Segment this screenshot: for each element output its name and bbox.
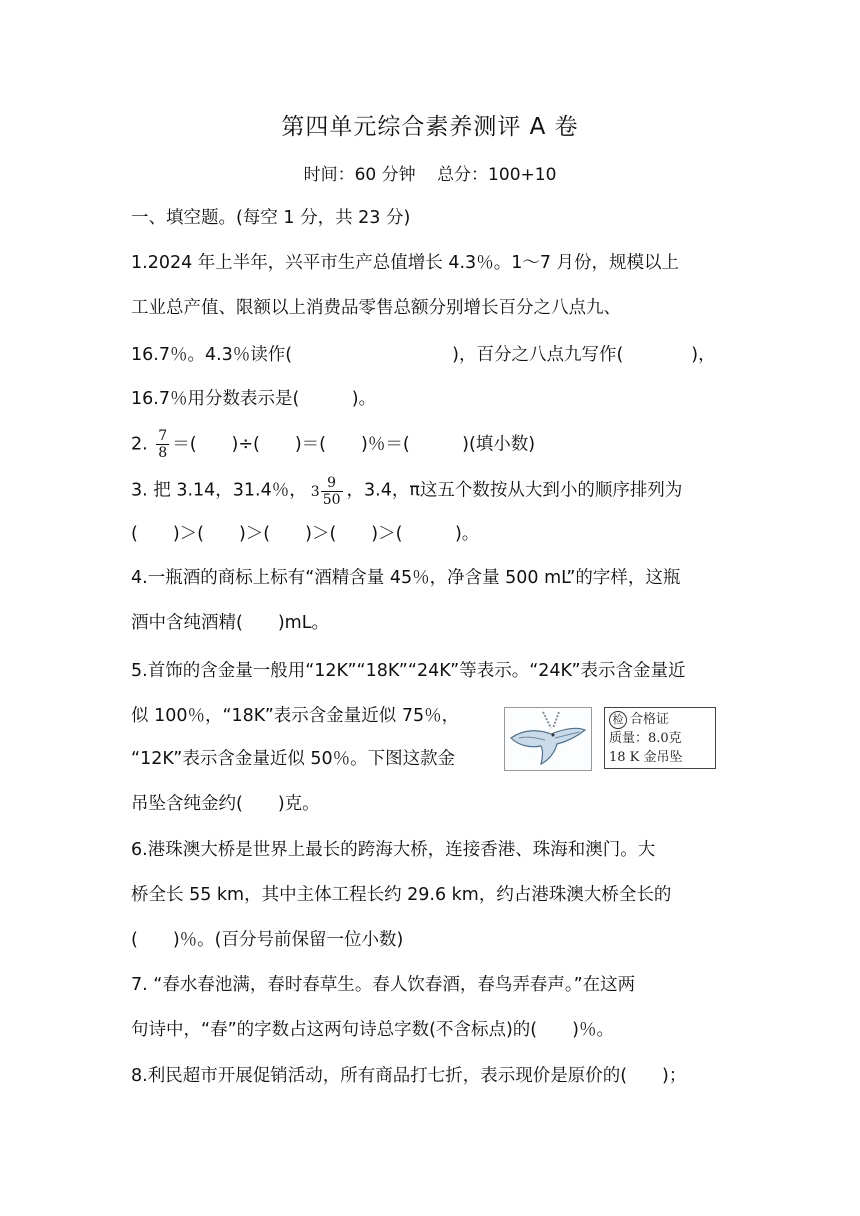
q5-line4: 吊坠含纯金约( )克。 xyxy=(131,794,320,814)
eagle-pendant-image xyxy=(504,707,592,771)
q6-line2: 桥全长 55 km，其中主体工程长约 29.6 km，约占港珠澳大桥全长的 xyxy=(131,885,672,905)
q1-line3: 16.7％。4.3％读作( )，百分之八点九写作( )， xyxy=(131,345,716,365)
q5-line2: 似 100％，“18K”表示含金量近似 75％， xyxy=(131,706,460,726)
mixed-number: 3 $\frac{9}{50}$ xyxy=(310,475,341,508)
exam-meta xyxy=(0,160,860,185)
cert-mass: 质量：8.0克 xyxy=(609,731,682,746)
q8-line1: 8.利民超市开展促销活动，所有商品打七折，表示现价是原价的( )； xyxy=(131,1066,687,1086)
q1-line1: 1.2024 年上半年，兴平市生产总值增长 4.3％。1～7 月份，规模以上 xyxy=(131,253,680,273)
q1-blank-reading-label: 16.7％。4.3％读作( xyxy=(131,345,293,365)
exam-score: 总分：100+10 xyxy=(437,165,557,185)
q7-line2: 句诗中，“春”的字数占这两句诗总字数(不含标点)的( )％。 xyxy=(131,1020,614,1040)
cert-item: 18 K 金吊坠 xyxy=(609,750,683,765)
section-heading: 一、填空题。(每空 1 分，共 23 分) xyxy=(131,208,411,228)
q5-line3: “12K”表示含金量近似 50％。下图这款金 xyxy=(131,749,456,769)
cert-title: 合格证 xyxy=(630,712,670,727)
q4-line1: 4.一瓶酒的商标上标有“酒精含量 45％，净含量 500 mL”的字样，这瓶 xyxy=(131,568,681,588)
eagle-icon xyxy=(505,708,591,770)
q3-line2: ( )＞( )＞( )＞( )＞( )。 xyxy=(131,524,480,544)
quality-certificate xyxy=(604,707,716,769)
q3-line1: 3. 把 3.14，31.4％， 3 $\frac{9}{50}$ ，3.4，π这五个数按从大到小的顺序排列为 xyxy=(131,475,683,508)
q6-line1: 6.港珠澳大桥是世界上最长的跨海大桥，连接香港、珠海和澳门。大 xyxy=(131,840,656,860)
q2-line: 2. $\frac{7}{8}$ ＝( )÷( )＝( )％＝( )(填小数) xyxy=(131,428,536,461)
q1-line4: 16.7％用分数表示是( )。 xyxy=(131,389,377,409)
q1-line2: 工业总产值、限额以上消费品零售总额分别增长百分之八点九、 xyxy=(131,298,621,318)
inspection-stamp-icon: 检 xyxy=(609,711,627,729)
q5-line1: 5.首饰的含金量一般用“12K”“18K”“24K”等表示。“24K”表示含金量近 xyxy=(131,661,686,681)
exam-time: 时间：60 分钟 xyxy=(303,165,416,185)
q2-blanks: ＝( )÷( )＝( )％＝( )(填小数) xyxy=(172,434,536,455)
q6-line3: ( )％。(百分号前保留一位小数) xyxy=(131,930,404,950)
page-title: 第四单元综合素养测评 A 卷 xyxy=(281,114,579,140)
fraction-7-8: $\frac{7}{8}$ xyxy=(158,428,168,461)
q4-line2: 酒中含纯酒精( )mL。 xyxy=(131,613,329,633)
q1-blank-writing-label: )，百分之八点九写作( xyxy=(452,345,624,365)
q7-line1: 7. “春水春池满，春时春草生。春人饮春酒，春鸟弄春声。”在这两 xyxy=(131,975,636,995)
